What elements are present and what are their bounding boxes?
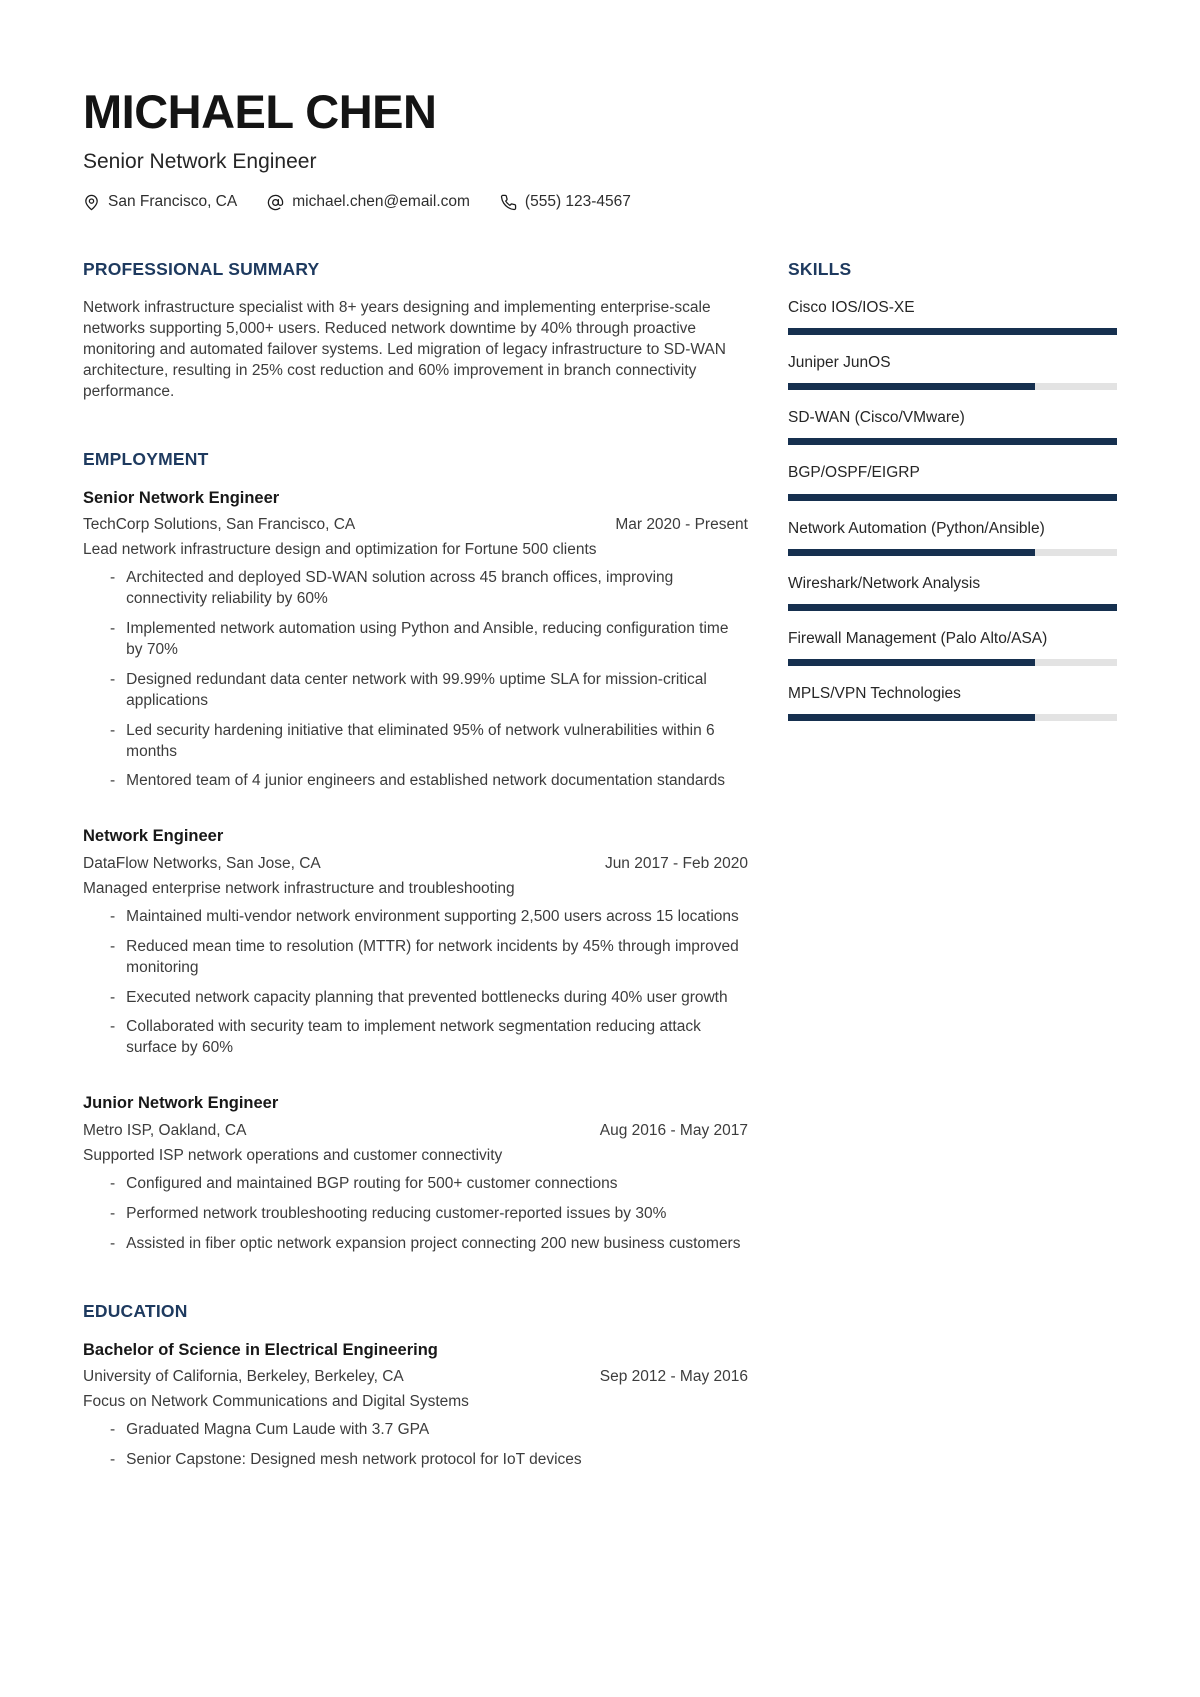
skill-label: BGP/OSPF/EIGRP <box>788 464 920 482</box>
education-entry <box>83 1340 748 1471</box>
bullet-text: Mentored team of 4 junior engineers and established network documentation standards <box>126 772 726 790</box>
bullet-item <box>83 988 748 1009</box>
contact-row <box>83 193 1117 211</box>
bullet-text: Assisted in fiber optic network expansion project connecting 200 new business customers <box>126 1234 741 1252</box>
skill-item <box>788 574 1117 611</box>
bullet-item <box>83 771 748 792</box>
skill-item <box>788 684 1117 721</box>
job-summary: Lead network infrastructure design and optimization for Fortune 500 clients <box>83 541 597 559</box>
skill-bar-track <box>788 659 1117 666</box>
bullet-dash: - <box>110 619 116 637</box>
contact-location <box>83 193 237 211</box>
contact-email-text: michael.chen@email.com <box>292 193 470 210</box>
skill-bar-track <box>788 438 1117 445</box>
skill-item <box>788 463 1117 500</box>
skills-section <box>788 259 1117 721</box>
skill-bar-fill <box>788 549 1035 556</box>
skill-bar-fill <box>788 714 1035 721</box>
bullet-dash: - <box>110 1450 116 1468</box>
bullet-dash: - <box>110 772 116 790</box>
bullet-dash: - <box>110 721 116 739</box>
bullet-dash: - <box>110 1234 116 1252</box>
education-dates: Sep 2012 - May 2016 <box>599 1367 748 1385</box>
bullet-item <box>83 1017 748 1059</box>
bullet-dash: - <box>110 907 116 925</box>
job-company: Metro ISP, Oakland, CA <box>83 1121 247 1139</box>
skill-label: Juniper JunOS <box>788 354 891 372</box>
bullet-item <box>83 1234 748 1255</box>
skill-label: Network Automation (Python/Ansible) <box>788 519 1045 537</box>
company-row <box>83 516 748 534</box>
bullet-item <box>83 670 748 712</box>
bullet-item <box>83 1174 748 1195</box>
company-row <box>83 1122 748 1140</box>
bullet-item <box>83 1450 748 1471</box>
skill-item <box>788 629 1117 666</box>
bullet-text: Graduated Magna Cum Laude with 3.7 GPA <box>126 1420 430 1438</box>
job-summary: Managed enterprise network infrastructure and troubleshooting <box>83 879 515 897</box>
bullet-text: Senior Capstone: Designed mesh network protocol for IoT devices <box>126 1450 582 1468</box>
bullet-dash: - <box>110 988 116 1006</box>
sidebar-column <box>788 259 1117 1471</box>
bullet-text: Maintained multi-vendor network environment supporting 2,500 users across 15 locations <box>126 907 739 925</box>
school-row <box>83 1368 748 1386</box>
summary-text: Network infrastructure specialist with 8+ years designing and implementing enterprise-scale networks supporting 5,000+ users. Reduced network downtime by 40% through proactive monitoring and automated failover systems. Led migration of legacy infrastructure to SD-WAN architecture, resulting in 25% cost reduction and 60% improvement in branch connectivity performance. <box>83 299 726 400</box>
employment-heading: EMPLOYMENT <box>83 448 209 469</box>
job-entry <box>83 826 748 1059</box>
contact-location-text: San Francisco, CA <box>108 193 238 210</box>
bullet-item <box>83 907 748 928</box>
bullet-dash: - <box>110 569 116 587</box>
school-name: University of California, Berkeley, Berkeley, CA <box>83 1367 404 1385</box>
skill-list <box>788 298 1117 721</box>
phone-icon <box>500 194 517 211</box>
bullet-text: Performed network troubleshooting reducing customer-reported issues by 30% <box>126 1204 667 1222</box>
bullet-item <box>83 1204 748 1225</box>
skill-bar-track <box>788 714 1117 721</box>
bullet-text: Executed network capacity planning that prevented bottlenecks during 40% user growth <box>126 988 728 1006</box>
degree-title: Bachelor of Science in Electrical Engineering <box>83 1340 438 1359</box>
skill-bar-track <box>788 383 1117 390</box>
job-dates: Aug 2016 - May 2017 <box>599 1121 748 1139</box>
job-title: Network Engineer <box>83 827 224 846</box>
education-section <box>83 1301 748 1471</box>
job-bullets <box>83 907 748 1060</box>
skill-bar-track <box>788 549 1117 556</box>
contact-phone <box>500 193 631 211</box>
resume-header <box>83 85 1117 211</box>
bullet-dash: - <box>110 1420 116 1438</box>
skills-heading: SKILLS <box>788 259 852 279</box>
contact-phone-text: (555) 123-4567 <box>524 193 631 210</box>
bullet-dash: - <box>110 1204 116 1222</box>
main-column <box>83 259 748 1471</box>
job-bullets <box>83 1174 748 1255</box>
skill-bar-track <box>788 494 1117 501</box>
skill-item <box>788 408 1117 445</box>
skill-label: SD-WAN (Cisco/VMware) <box>788 409 965 427</box>
bullet-text: Architected and deployed SD-WAN solution across 45 branch offices, improving connectivity reliability by 60% <box>126 569 674 607</box>
bullet-item <box>83 619 748 661</box>
bullet-dash: - <box>110 937 116 955</box>
education-bullets <box>83 1420 748 1471</box>
candidate-name: MICHAEL CHEN <box>83 85 437 138</box>
job-company: DataFlow Networks, San Jose, CA <box>83 854 321 872</box>
education-summary: Focus on Network Communications and Digital Systems <box>83 1392 469 1410</box>
skill-bar-fill <box>788 604 1117 611</box>
contact-email <box>267 193 470 211</box>
skill-bar-fill <box>788 383 1035 390</box>
skill-bar-fill <box>788 438 1117 445</box>
skill-bar-track <box>788 328 1117 335</box>
bullet-text: Implemented network automation using Python and Ansible, reducing configuration time by 70% <box>126 619 729 658</box>
bullet-dash: - <box>110 670 116 688</box>
summary-section <box>83 259 748 403</box>
summary-heading: PROFESSIONAL SUMMARY <box>83 259 320 279</box>
job-company: TechCorp Solutions, San Francisco, CA <box>83 516 356 534</box>
education-heading: EDUCATION <box>83 1300 188 1321</box>
bullet-text: Reduced mean time to resolution (MTTR) for network incidents by 45% through improved monitoring <box>126 937 739 976</box>
skill-bar-fill <box>788 328 1117 335</box>
job-dates: Jun 2017 - Feb 2020 <box>604 854 748 872</box>
skill-label: Firewall Management (Palo Alto/ASA) <box>788 629 1048 647</box>
bullet-item <box>83 1420 748 1441</box>
candidate-title: Senior Network Engineer <box>83 150 317 173</box>
skill-bar-fill <box>788 659 1035 666</box>
job-title: Junior Network Engineer <box>83 1094 279 1113</box>
bullet-text: Collaborated with security team to implement network segmentation reducing attack surface by 60% <box>126 1018 701 1057</box>
skill-item <box>788 519 1117 556</box>
skill-label: Wireshark/Network Analysis <box>788 574 981 592</box>
bullet-text: Led security hardening initiative that eliminated 95% of network vulnerabilities within 6 months <box>126 721 715 760</box>
skill-label: MPLS/VPN Technologies <box>788 684 961 702</box>
bullet-dash: - <box>110 1174 116 1192</box>
job-entry <box>83 1093 748 1254</box>
at-sign-icon <box>267 194 284 211</box>
skill-label: Cisco IOS/IOS-XE <box>788 299 915 316</box>
skill-item <box>788 298 1117 335</box>
job-entry <box>83 488 748 793</box>
skill-bar-fill <box>788 494 1117 501</box>
bullet-item <box>83 568 748 610</box>
job-summary: Supported ISP network operations and customer connectivity <box>83 1146 503 1164</box>
bullet-text: Configured and maintained BGP routing for 500+ customer connections <box>126 1174 618 1192</box>
job-list <box>83 488 748 1255</box>
bullet-text: Designed redundant data center network with 99.99% uptime SLA for mission-critical applications <box>126 670 707 709</box>
location-pin-icon <box>83 194 100 211</box>
content-columns <box>83 259 1117 1471</box>
bullet-dash: - <box>110 1018 116 1036</box>
company-row <box>83 855 748 873</box>
bullet-item <box>83 721 748 763</box>
job-dates: Mar 2020 - Present <box>615 516 748 534</box>
bullet-item <box>83 937 748 979</box>
job-title: Senior Network Engineer <box>83 488 280 507</box>
employment-section <box>83 449 748 1255</box>
skill-bar-track <box>788 604 1117 611</box>
skill-item <box>788 353 1117 390</box>
job-bullets <box>83 568 748 792</box>
